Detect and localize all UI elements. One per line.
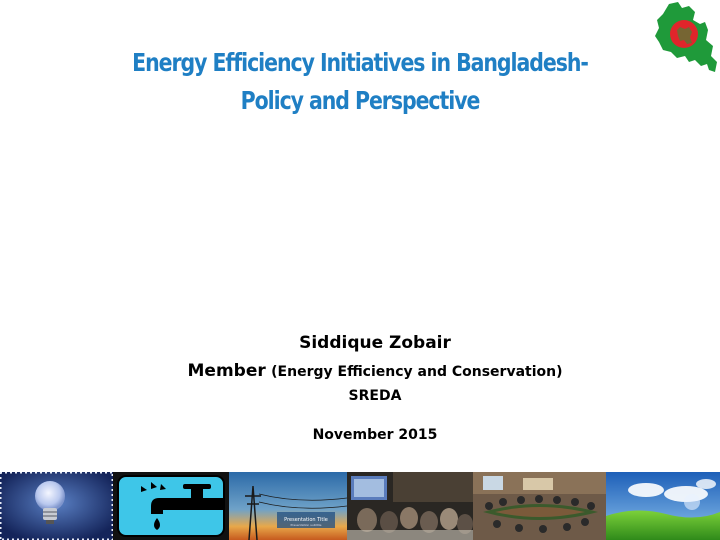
organization-name: SREDA — [348, 388, 402, 404]
title-line-2: Policy and Perspective — [240, 86, 480, 115]
presentation-placeholder-title: Presentation Title — [284, 517, 328, 523]
water-tap-icon — [113, 472, 229, 540]
presenter-role — [15, 361, 720, 381]
presenter-name: Siddique Zobair — [299, 333, 451, 353]
light-bulb-icon — [0, 472, 113, 540]
title-line-1: Energy Efficiency Initiatives in Bangladesh- — [132, 48, 588, 77]
power-lines-image — [229, 472, 347, 540]
power-lines-icon — [229, 472, 347, 540]
meeting-room-icon — [473, 472, 606, 540]
presentation-placeholder-subtitle: Presentation subtitle — [290, 523, 322, 527]
green-landscape-image — [606, 472, 720, 540]
light-bulb-image — [0, 472, 113, 540]
image-strip — [0, 472, 720, 540]
presentation-date: November 2015 — [312, 427, 438, 443]
water-tap-image — [113, 472, 229, 540]
role-label: Member — [187, 361, 266, 381]
slide-title — [130, 44, 589, 120]
role-detail: (Energy Efficiency and Conservation) — [271, 364, 563, 380]
green-landscape-icon — [606, 472, 720, 540]
conference-audience-icon — [347, 472, 473, 540]
bangladesh-map-logo-icon — [651, 0, 720, 76]
conference-audience-image — [347, 472, 473, 540]
meeting-room-image — [473, 472, 606, 540]
